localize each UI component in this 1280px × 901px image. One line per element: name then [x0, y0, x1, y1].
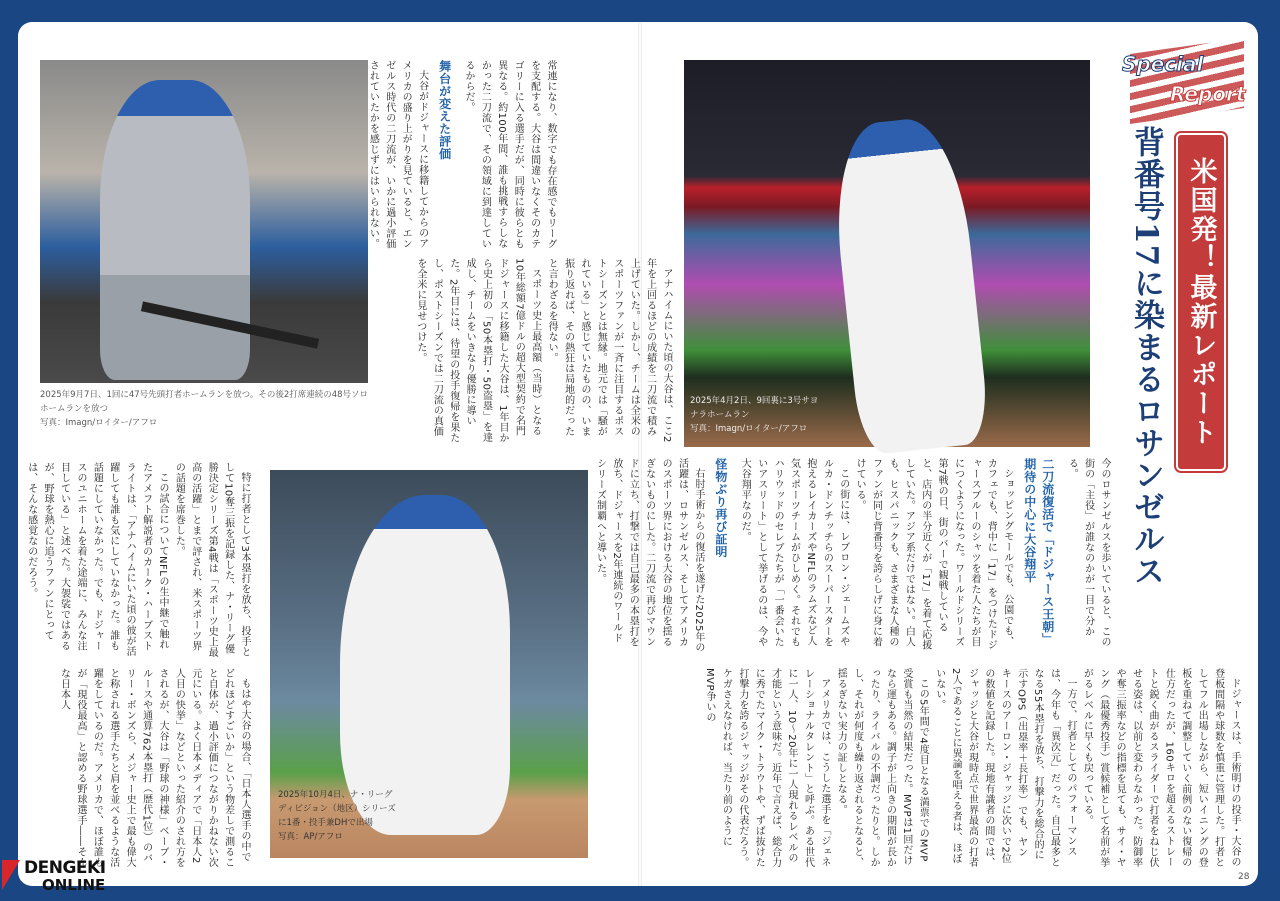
photo-credit: 写真：Imagn/ロイター/アフロ	[690, 424, 808, 434]
caption-text: 2025年10月4日、ナ・リーグディビジョン（地区）シリーズに1番・投手兼DHで出場	[278, 790, 396, 828]
paragraph: スポーツ史上最高額（当時）となる10年総額7億ドルの超大型契約で名門ドジャースに移籍した大谷は、1年目から史上初の「50本塁打・50盗塁」を達成し、チームをいきなり優勝に導いた。2年目には、待望の投手復帰を果たし、ポストシーズンでは二刀流の真価を全米に見せつけた。	[414, 258, 541, 444]
paragraph: アメリカでは、こうした選手を「ジェネレーショナルタレント」と呼ぶ。ある世代に一人、10～20年に一人現れるレベルの才能という意味だ。近年で言えば、総合力に秀でたマイク・トラウトや、ずば抜けた打撃力を誇るジャッジがその代表だろう。ケガさえなければ、当たり前のようにMVP争いの	[704, 668, 830, 868]
section-heading: 怪物ぶり再び証明	[713, 458, 728, 558]
photo-credit: 写真：Imagn/ロイター/アフロ	[40, 418, 158, 428]
article-column-left-top	[367, 60, 558, 250]
caption-text: 2025年4月2日、9回裏に3号サヨナラホームラン	[690, 396, 819, 420]
dengeki-online-logo	[2, 858, 132, 898]
paragraph: この5年間で4度目となる満票でのMVP受賞も当然の結果だった。MVPは1回だけなら運もある。調子が上向きの期間が長かったり、ライバルの不調だったりと。しかし、それが何度も繰り返されるとなると、揺るぎない実力の証しとなる。	[835, 668, 929, 868]
section-heading: 舞台が変えた評価	[437, 60, 452, 160]
special-report-badge	[1122, 40, 1250, 120]
photo-pitching-delivery	[270, 470, 588, 858]
article-column-left-bottom-lower	[30, 668, 252, 868]
article-column-right-upper	[594, 458, 1112, 653]
photo-credit: 写真：AP/アフロ	[278, 832, 343, 842]
article-column-left-mid	[378, 258, 674, 446]
paragraph: アナハイムにいた頃の大谷は、ここ2年を上回るほどの成績を二刀流で積み上げていた。しかし、チームは全米のスポーツファンが一斉に注目するポストシーズンとは無縁。地元では「騒がれている」と感じていたものの、いま振り返れば、その熱狂は局地的だったと言わざるを得ない。	[546, 258, 672, 443]
article-headline: 背番号17に染まるロサンゼルス	[1128, 126, 1164, 588]
caption-text: 2025年9月7日、1回に47号先頭打者ホームランを放つ。その後2打席連続の48号ソロホームランを放つ	[40, 390, 369, 414]
section-heading: 二刀流復活で「ドジャース王朝」期待の中心に大谷翔平	[1022, 458, 1055, 646]
paragraph: 特に打者として3本塁打を放ち、投手として10奪三振を記録した、ナ・リーグ優勝決定シリーズ第4戦は「スポーツ史上最高の活躍」とまで評され、米スポーツ界の話題を席巻した。	[173, 462, 250, 658]
paragraph: もはや大谷の場合、「日本人選手の中でどれほどすごいか」という物差しで測ること自体が、過小評価につながりかねない次元にいる。よく日本メディアで「日本人2人目の快挙」などといった紹介のされ方をされるが、大谷は「野球の神様」ベーブ・ルースや通算762本塁打（歴代1位）のバリー・ボンズら、メジャー史上で最も偉大と称される選手たちと肩を並べるような活躍をしているのだ。アメリカで、ほぼ誰もが「現役最高」と認める野球選手――そんな日本人	[58, 668, 250, 868]
page-gutter	[638, 22, 642, 886]
article-column-left-bottom-upper	[25, 462, 252, 660]
paragraph: 大谷がドジャースに移籍してからのアメリカの盛り上がりを見ていると、エンゼルス時代の二刀流が、いかに過小評価されていたかを感じずにはいられない。	[367, 60, 428, 249]
logo-line1: DENGEKI	[24, 858, 106, 878]
paragraph: この街には、レブロン・ジェームズやルカ・ドンチッチらのスーパースターを抱えるレイカーズやNFLのラムズなど人気スポーツチームがひしめく。それでもハリウッドのセレブたちが「一番会いたいアスリート」として挙げるのは、今や大谷翔平なのだ。	[739, 458, 849, 647]
page-number: 28	[1238, 872, 1250, 882]
paragraph: ドジャースは、手術明けの投手・大谷の登板間隔や球数を慎重に管理した。打者としてフル出場しながら、短いイニングの登板を重ねて調整していく前例のない復帰の仕方だったが、160キロを超えるストレートと鋭く曲がるスライダーで打者をねじ伏せる姿は、以前と変わらなかった。防御率や奪三振率などの指標を見ても、サイ・ヤング（最優秀投手）賞候補として名前が挙がるレベルに早くも戻っている。	[1081, 668, 1240, 868]
badge-report: Report	[1170, 82, 1246, 106]
paragraph: 常連になり、数字でも存在感でもリーグを支配する。大谷は間違いなくそのカテゴリーに入る選手だが、同時に彼らとも異なる。約100年間、誰も挑戦すらしなかった二刀流で、その領域に到達しているからだ。	[462, 60, 556, 249]
article-intro: 今のロサンゼルスを歩いていると、この街の「主役」が誰なのかが一目で分かる。	[1066, 458, 1110, 647]
lightning-bolt-icon	[2, 860, 20, 890]
kicker-label: 米国発！最新レポート	[1176, 133, 1226, 471]
photo-caption-1	[40, 388, 370, 430]
photo-home-run-celebration	[684, 60, 1090, 447]
article-column-right-lower	[690, 668, 1242, 868]
paragraph: 右肘手術からの復活を遂げた2025年の活躍は、ロサンゼルス、そしてアメリカのスポーツ界における大谷の地位を揺るぎないものにした。二刀流で再びマウンドに立ち、打撃では自己最多の本塁打を放ち、ドジャースを2年連続のワールドシリーズ制覇へと導いた。	[594, 458, 704, 653]
photo-batting-gray-uniform	[40, 60, 368, 383]
logo-line2: ONLINE	[42, 876, 106, 894]
us-flag-icon	[1130, 38, 1244, 124]
paragraph: ショッピングモールでも、公園でも、カフェでも、背中に「17」をつけたドジャースブルーのシャツを着た人たちが目につくようになった。ワールドシリーズ第7戦の日、街のバーで観戦していると、店内の半分近くが「17」を着て応援していた。アジア系だけではない。白人も、ヒスパニックも、さまざまな人種のファンが同じ背番号を誇らしげに身に着けている。	[854, 458, 1013, 651]
paragraph: この試合についてNFLの生中継で触れたアメフト解説者のカーク・ハーブストライトは、「アナハイムにいた頃の彼が活躍しても誰も気にしていなかった。誰も話題にしていなかった。でも、ドジャースのユニホームを着た途端に、みんな注目している」と述べた。大袈裟ではあるが、野球を熱心に追うファンにとっては、そんな感覚なのだろう。	[25, 462, 168, 657]
paragraph: 一方で、打者としてのパフォーマンスは、今年も「異次元」だった。自己最多となる55本塁打を放ち、打撃力を総合的に示すOPS（出塁率＋長打率）でも、ヤンキースのアーロン・ジャッジに次いで2位の数値を記録した。現地有識者の間では、ジャッジと大谷が現時点で世界最高の打者2人であることに異論を唱える者は、ほぼいない。	[933, 668, 1076, 868]
badge-special: Special	[1122, 52, 1204, 76]
